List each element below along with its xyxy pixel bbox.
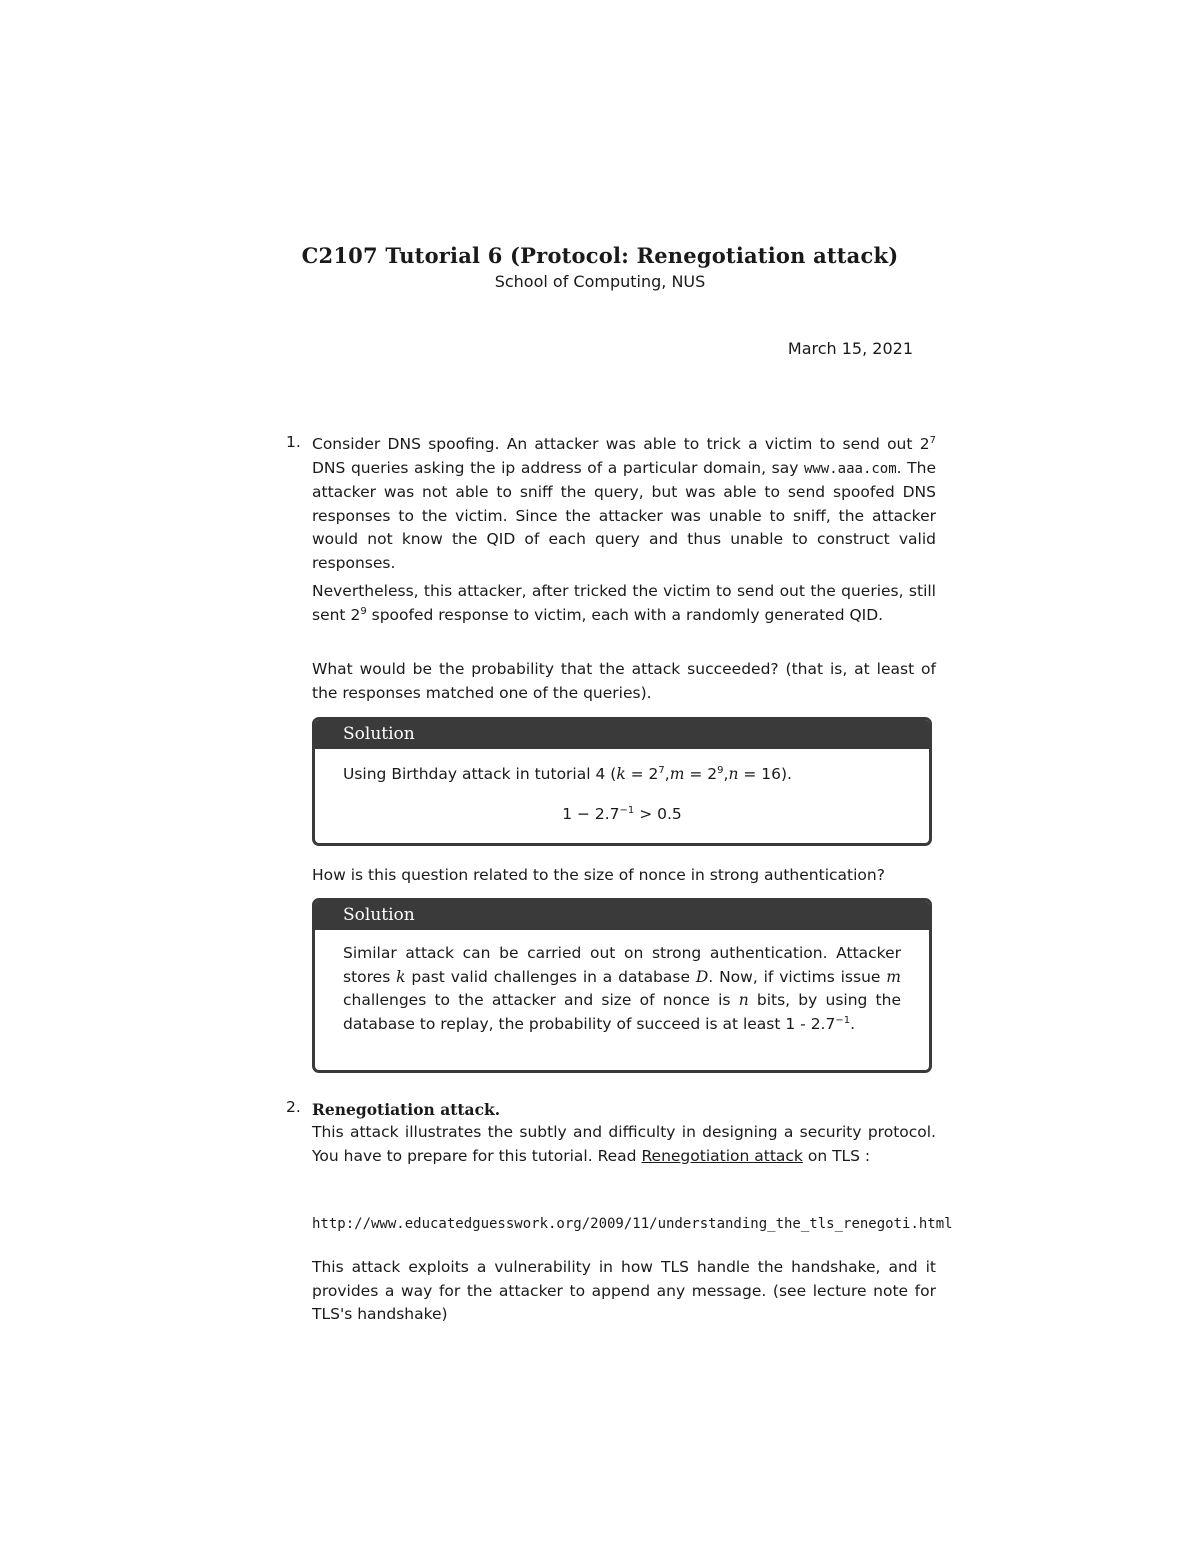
solution-heading: Solution: [315, 720, 929, 749]
question-2-paragraph-1: This attack illustrates the subtly and difficulty in designing a security protocol. You have to prepare for this tutorial. Read Renegotiation attack on TLS :: [312, 1123, 936, 1165]
question-number: 2.: [286, 1098, 301, 1116]
page-subtitle: School of Computing, NUS: [494, 272, 706, 291]
question-1-paragraph-2: Nevertheless, this attacker, after tricked the victim to send out the queries, still sent $2^9$ spoofed response to victim, each with a randomly generated QID.: [312, 582, 936, 624]
solution-body: Similar attack can be carried out on strong authentication. Attacker stores k past valid challenges in a database D. Now, if victims issue m challenges to the attacker and size of nonce is n bits, by using the database to replay, the probability of succeed is at least $1 - 2.7^{-1}$.: [343, 944, 901, 1033]
domain-text: www.aaa.com: [803, 460, 897, 477]
question-1-paragraph-3: What would be the probability that the attack succeeded? (that is, at least of the responses matched one of the queries).: [312, 660, 936, 702]
solution-formula: $1 - 2.7^{-1} > 0.5$: [562, 804, 682, 823]
page-title: C2107 Tutorial 6 (Protocol: Renegotiation attack): [301, 243, 899, 268]
question-1-paragraph-1: Consider DNS spoofing. An attacker was able to trick a victim to send out $2^7$ DNS queries asking the ip address of a particular domain, say www.aaa.com. The attacker was not able to sniff the query, but was able to send spoofed DNS responses to the victim. Since the attacker was unable to sniff, the attacker would not know the QID of each query and thus unable to construct valid responses.: [312, 434, 936, 572]
question-number: 1.: [286, 433, 301, 451]
solution-heading: Solution: [315, 901, 929, 930]
solution-body: [315, 749, 929, 836]
solution-line: Using Birthday attack in tutorial 4 $(k = 2^7,m = 2^9,n = 16)$.: [343, 764, 792, 783]
question-1-paragraph-4: How is this question related to the size of nonce in strong authentication?: [312, 866, 885, 884]
question-2-heading: Renegotiation attack.: [312, 1100, 501, 1119]
reference-url[interactable]: http://www.educatedguesswork.org/2009/11/understanding_the_tls_renegoti.html: [312, 1216, 953, 1232]
solution-box-1: [312, 717, 932, 846]
question-2-paragraph-2: This attack exploits a vulnerability in how TLS handle the handshake, and it provides a way for the attacker to append any message. (see lecture note for TLS's handshake): [312, 1258, 936, 1324]
renegotiation-attack-link[interactable]: Renegotiation attack: [641, 1146, 803, 1165]
solution-box-2: [312, 898, 932, 1073]
document-date: March 15, 2021: [787, 339, 913, 358]
